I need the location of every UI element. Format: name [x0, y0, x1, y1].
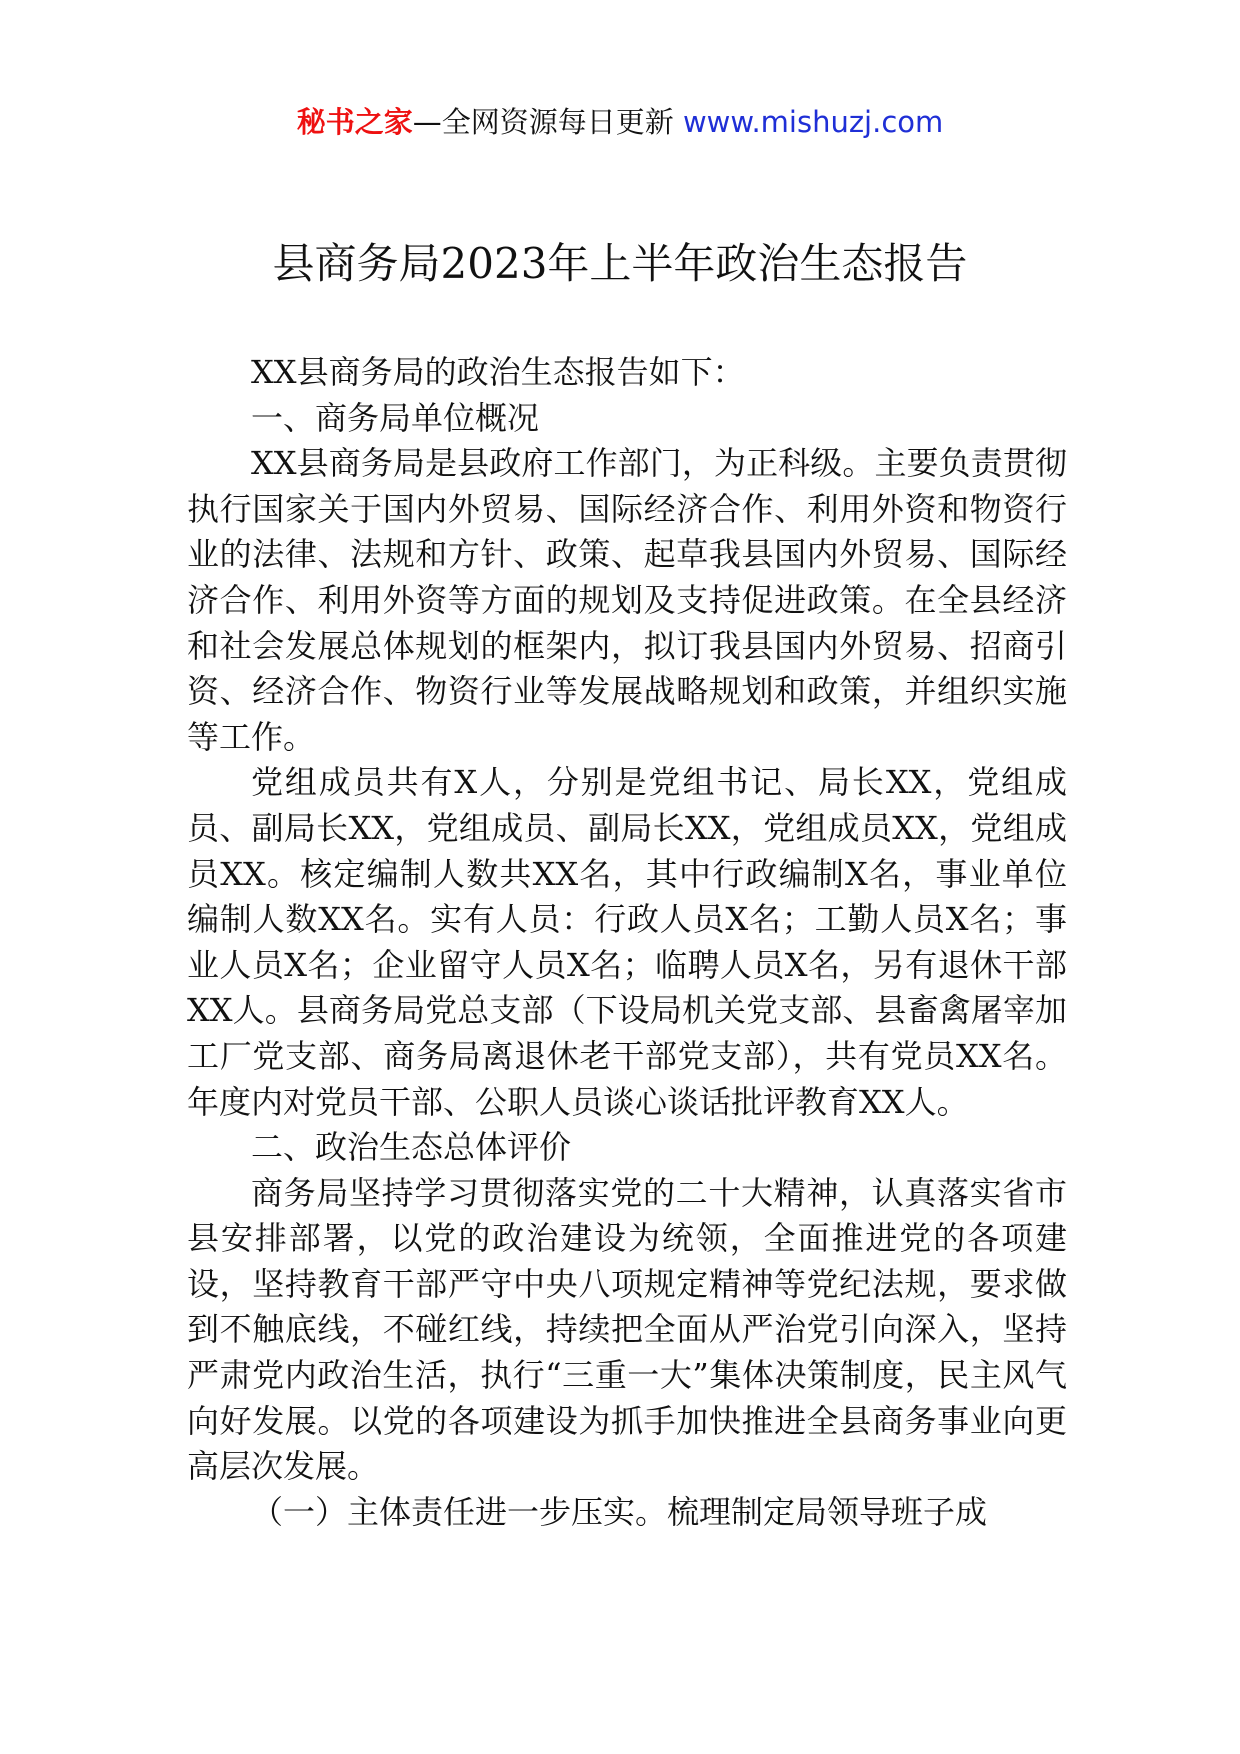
site-banner	[0, 100, 1240, 144]
subsection-heading-responsibility: （一）主体责任进一步压实。梳理制定局领导班子成	[251, 1492, 988, 1531]
paragraph-staffing: 党组成员共有X人，分别是党组书记、局长XX，党组成员、副局长XX，党组成员、副局长XX，党组成员XX，党组成员XX。核定编制人数共XX名，其中行政编制X名，事业单位编制人数XX名。实有人员：行政人员X名；工勤人员X名；事业人员X名；企业留守人员X名；临聘人员X名，另有退休干部XX人。县商务局党总支部（下设局机关党支部、县畜禽屠宰加工厂党支部、商务局离退休老干部党支部），共有党员XX名。年度内对党员干部、公职人员谈心谈话批评教育XX人。	[187, 763, 1067, 1121]
paragraph-evaluation: 商务局坚持学习贯彻落实党的二十大精神，认真落实省市县安排部署，以党的政治建设为统领，全面推进党的各项建设，坚持教育干部严守中央八项规定精神等党纪法规，要求做到不触底线，不碰红线，持续把全面从严治党引向深入，坚持严肃党内政治生活，执行“三重一大”集体决策制度，民主风气向好发展。以党的各项建设为抓手加快推进全县商务事业向更高层次发展。	[187, 1173, 1067, 1486]
paragraph-duties: XX县商务局是县政府工作部门，为正科级。主要负责贯彻执行国家关于国内外贸易、国际经济合作、利用外资和物资行业的法律、法规和方针、政策、起草我县国内外贸易、国际经济合作、利用外资等方面的规划及支持促进政策。在全县经济和社会发展总体规划的框架内，拟订我县国内外贸易、招商引资、经济合作、物资行业等发展战略规划和政策，并组织实施等工作。	[187, 444, 1067, 756]
site-tagline: —全网资源每日更新	[412, 105, 674, 139]
document-body	[187, 350, 1067, 1535]
site-brand: 秘书之家	[296, 105, 413, 139]
site-url-link[interactable]: www.mishuzj.com	[682, 105, 944, 139]
intro-paragraph: XX县商务局的政治生态报告如下：	[251, 353, 745, 391]
section-heading-evaluation: 二、政治生态总体评价	[251, 1128, 572, 1167]
document-title: 县商务局2023年上半年政治生态报告	[272, 239, 968, 288]
section-heading-overview: 一、商务局单位概况	[251, 398, 540, 437]
